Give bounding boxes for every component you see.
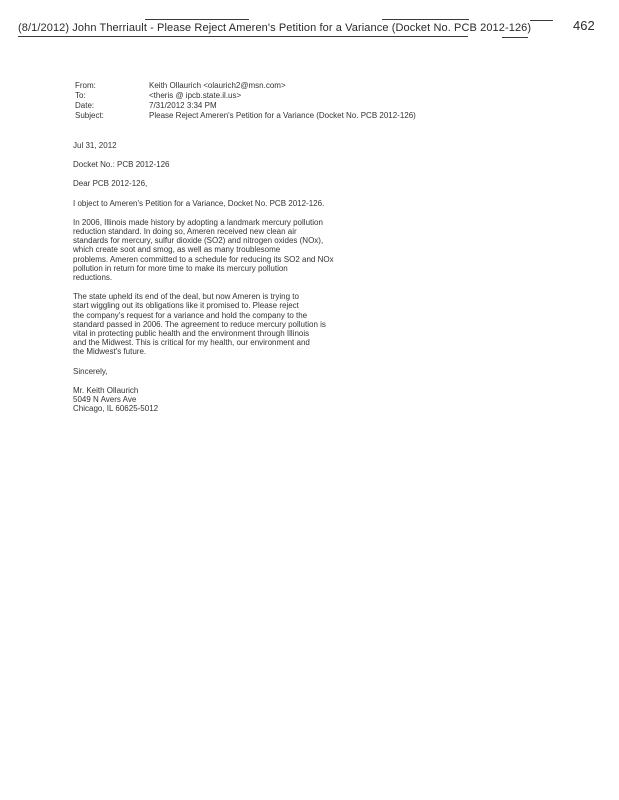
memo-value: <theris @ ipcb.state.il.us> [149,91,242,100]
memo-row-date [75,101,416,111]
paragraph-2 [73,292,363,356]
closing: Sincerely, [73,366,108,376]
email-header [75,81,416,121]
header-rule-4 [530,20,553,21]
text-line: standards for mercury, sulfur dioxide (SO2) and nitrogen oxides (NOx), [73,236,324,246]
header-rule-2 [145,19,249,20]
objection-line: I object to Ameren's Petition for a Variance, Docket No. PCB 2012-126. [73,198,325,208]
signature-block [73,386,363,414]
header-rule-3 [382,19,469,20]
memo-label: Date: [75,101,95,110]
paragraph-1 [73,218,363,282]
text-line: The state upheld its end of the deal, but now Ameren is trying to [73,292,299,302]
page-number: 462 [573,18,595,33]
text-line: start wiggling out its obligations like it promised to. Please reject [73,301,299,311]
page-header-title: (8/1/2012) John Therriault - Please Reject Ameren's Petition for a Variance (Docket No. PCB 2012-126) [18,22,532,34]
memo-label: Subject: [75,111,104,120]
memo-label: From: [75,81,96,90]
letter-date: Jul 31, 2012 [73,141,117,150]
text-line: reduction standard. In doing so, Ameren received new clean air [73,227,297,237]
memo-value: Please Reject Ameren's Petition for a Variance (Docket No. PCB 2012-126) [149,111,416,120]
memo-value: Keith Ollaurich <olaurich2@msn.com> [149,81,286,90]
text-line: and the Midwest. This is critical for my health, our environment and [73,338,310,348]
text-line: the company's request for a variance and hold the company to the [73,310,308,320]
header-rule-1 [18,36,468,37]
salutation: Dear PCB 2012-126, [73,179,148,189]
text-line: standard passed in 2006. The agreement to reduce mercury pollution is [73,319,326,329]
memo-row-from [75,81,416,91]
memo-label: To: [75,91,86,100]
signature-address: 5049 N Avers Ave [73,395,137,405]
memo-row-to [75,91,416,101]
text-line: problems. Ameren committed to a schedule for reducing its SO2 and NOx [73,254,334,264]
memo-value: 7/31/2012 3:34 PM [149,101,217,110]
text-line: which create soot and smog, as well as many troublesome [73,245,281,255]
signature-city: Chicago, IL 60625-5012 [73,404,159,414]
text-line: pollution in return for more time to make its mercury pollution [73,263,288,273]
text-line: the Midwest's future. [73,347,147,357]
letter-body [73,141,363,423]
header-rule-5 [502,37,528,38]
docket-line: Docket No.: PCB 2012-126 [73,160,170,170]
text-line: reductions. [73,273,113,283]
text-line: vital in protecting public health and the environment through Illinois [73,329,310,339]
text-line: In 2006, Illinois made history by adopting a landmark mercury pollution [73,217,323,227]
signature-name: Mr. Keith Ollaurich [73,385,139,395]
memo-row-subject [75,111,416,121]
